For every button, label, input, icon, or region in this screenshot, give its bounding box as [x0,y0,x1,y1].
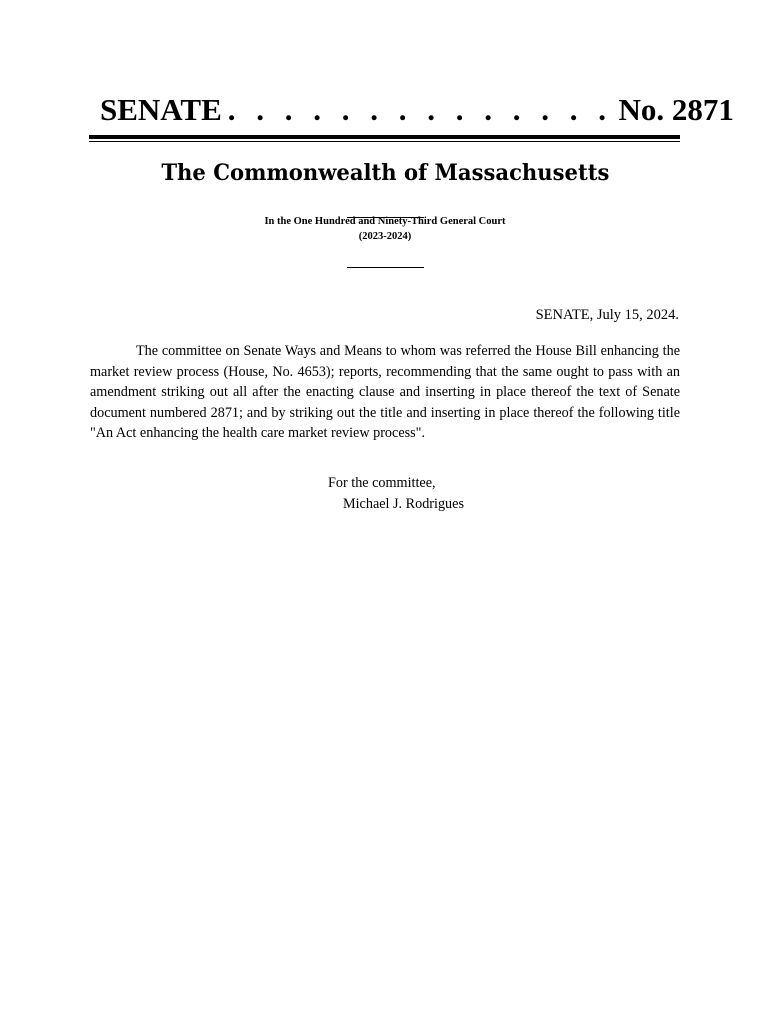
signature-block [328,473,464,514]
court-years: (2023-2024) [358,231,412,242]
header-rule-thick [89,135,680,139]
document-header [100,92,734,134]
report-body: The committee on Senate Ways and Means to whom was referred the House Bill enhancing the market review process (House, No. 4653); reports, recommending that the same ought to pass with an amendment striking out all after the enacting clause and inserting in place thereof the text of Senate document numbered 2871; and by striking out the title and inserting in place thereof the following title "An Act enhancing the health care market review process". [90,343,680,442]
signature-line: For the committee, [328,475,436,491]
commonwealth-title [0,160,770,186]
divider-bottom [0,255,770,273]
report-date: SENATE, July 15, 2024. [535,307,679,323]
commonwealth-title-text: The Commonwealth of Massachusetts [160,160,610,186]
chamber-label: SENATE [100,92,222,127]
signatory-name: Michael J. Rodrigues [343,495,464,512]
court-session-block [0,214,770,244]
header-rule-thin [89,141,680,142]
bill-number: No. 2871 [618,92,734,127]
leader-dots: . . . . . . . . . . . . . . [227,92,613,127]
court-session: In the One Hundred and Ninety-Third General Court [264,216,506,227]
